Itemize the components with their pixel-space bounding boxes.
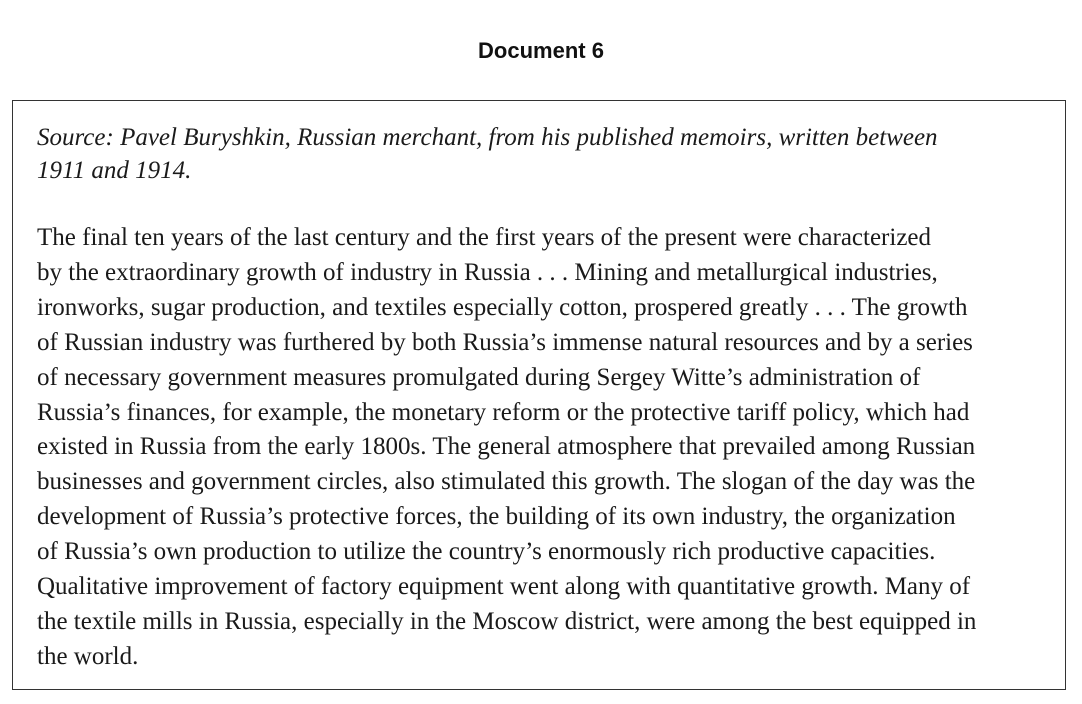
body-line: of necessary government measures promulgated during Sergey Witte’s administration of xyxy=(37,363,921,391)
body-line: The final ten years of the last century and the first years of the present were characterized xyxy=(37,224,932,251)
document-body xyxy=(37,221,1047,675)
body-line: of Russia’s own production to utilize the country’s enormously rich productive capacities. xyxy=(37,538,936,566)
body-line: of Russian industry was furthered by both Russia’s immense natural resources and by a series xyxy=(37,328,973,356)
body-line: Qualitative improvement of factory equipment went along with quantitative growth. Many of xyxy=(37,573,971,601)
source-line: 1911 and 1914. xyxy=(37,157,192,184)
body-line: existed in Russia from the early 1800s. The general atmosphere that prevailed among Russian xyxy=(37,433,976,461)
document-title: Document 6 xyxy=(478,38,604,63)
body-line: Russia’s finances, for example, the monetary reform or the protective tariff policy, which had xyxy=(37,398,970,426)
body-line: development of Russia’s protective forces, the building of its own industry, the organization xyxy=(37,503,956,531)
source-citation xyxy=(37,121,1047,187)
body-line: by the extraordinary growth of industry in Russia . . . Mining and metallurgical industries, xyxy=(37,258,938,286)
body-line: ironworks, sugar production, and textiles especially cotton, prospered greatly . . . The growth xyxy=(37,293,968,321)
body-line: the world. xyxy=(37,642,139,670)
source-line: Source: Pavel Buryshkin, Russian merchant, from his published memoirs, written between xyxy=(37,124,938,151)
body-line: businesses and government circles, also stimulated this growth. The slogan of the day was the xyxy=(37,468,976,496)
body-line: the textile mills in Russia, especially in the Moscow district, were among the best equipped in xyxy=(37,607,977,635)
document-box xyxy=(12,100,1066,690)
